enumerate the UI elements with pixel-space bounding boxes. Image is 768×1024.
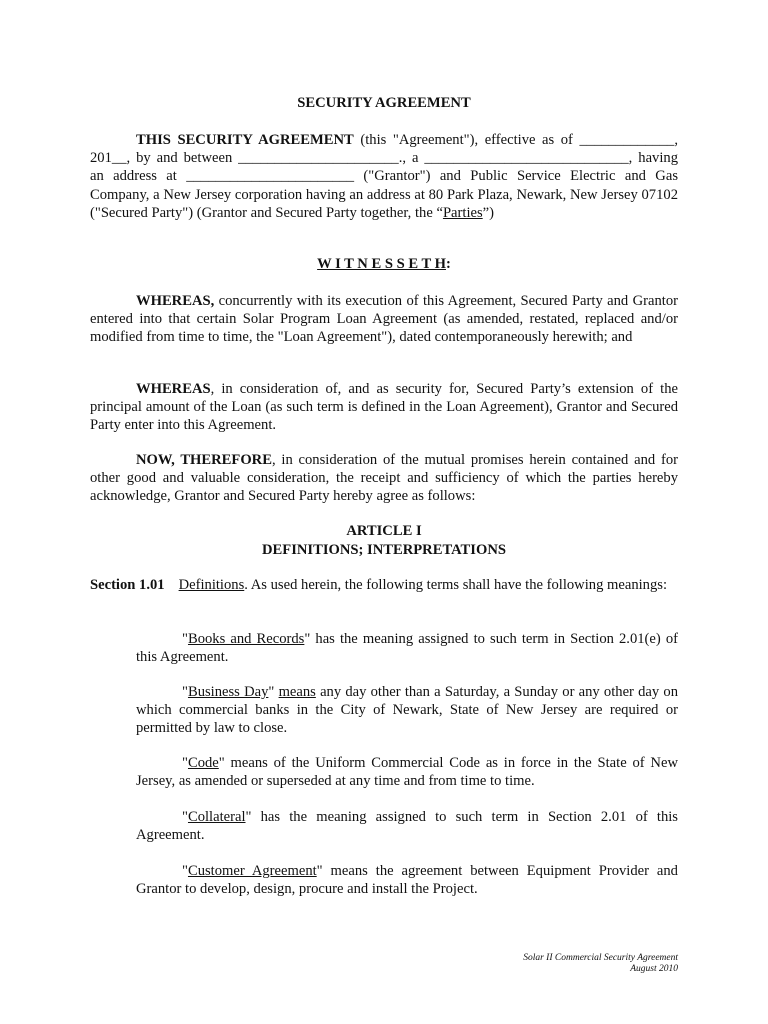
definition-item bbox=[136, 808, 678, 844]
quote-mark: " bbox=[182, 755, 188, 771]
definition-text: " has the meaning assigned to such term in Section 2.01(e) of this Agreement. bbox=[136, 631, 678, 666]
whereas-paragraph-1 bbox=[90, 292, 678, 347]
quote-mark: " bbox=[182, 631, 188, 647]
whereas-2-lead: WHEREAS bbox=[136, 381, 211, 397]
witnesseth-heading bbox=[90, 255, 678, 273]
whereas-2-text: , in consideration of, and as security for, Secured Party’s extension of the principal amount of the Loan (as such term is defined in the Loan Agreement), Grantor and Secured Party enter into this Agreement. bbox=[90, 381, 678, 434]
document-title: SECURITY AGREEMENT bbox=[297, 95, 471, 111]
definition-text: " bbox=[268, 684, 279, 700]
now-therefore-paragraph bbox=[90, 451, 678, 506]
whereas-paragraph-2 bbox=[90, 380, 678, 435]
defined-term: Code bbox=[187, 755, 219, 771]
definition-text: " means the agreement between Equipment Provider and Grantor to develop, design, procure and install the Project. bbox=[136, 863, 678, 898]
section-1-01-paragraph bbox=[90, 576, 678, 594]
section-text: . As used herein, the following terms shall have the following meanings: bbox=[244, 577, 667, 593]
definition-item bbox=[136, 754, 678, 790]
preamble-paragraph bbox=[90, 131, 678, 222]
defined-term: Business Day bbox=[187, 684, 269, 700]
definition-item bbox=[136, 862, 678, 898]
footer-date: August 2010 bbox=[630, 964, 678, 974]
witnesseth-colon: : bbox=[445, 256, 451, 272]
quote-mark: " bbox=[182, 684, 188, 700]
definition-item bbox=[136, 630, 678, 666]
whereas-1-text: concurrently with its execution of this Agreement, Secured Party and Grantor entered into that certain Solar Program Loan Agreement (as amended, restated, replaced and/or modified from time to time, the "Loan Agreement"), dated contemporaneously herewith; and bbox=[90, 293, 678, 346]
defined-term-means: means bbox=[278, 684, 316, 700]
now-therefore-text: , in consideration of the mutual promises herein contained and for other good and valuable consideration, the receipt and sufficiency of which the parties hereby acknowledge, Grantor and Secured Party hereby agree as follows: bbox=[90, 452, 678, 505]
definition-item bbox=[136, 683, 678, 738]
whereas-1-lead: WHEREAS, bbox=[136, 293, 215, 309]
page-footer bbox=[523, 953, 678, 975]
preamble-lead: THIS SECURITY AGREEMENT bbox=[136, 132, 354, 148]
defined-term: Collateral bbox=[187, 809, 246, 825]
defined-term: Books and Records bbox=[187, 631, 305, 647]
article-number: ARTICLE I bbox=[346, 523, 422, 539]
section-number: Section 1.01 bbox=[90, 577, 165, 593]
preamble-text: (this "Agreement"), effective as of _____________, 201__, by and between ______________________., a ____________________________, having an address at _______________________ ("Grantor") and Public Service Electric and Gas Company, a New Jersey corporation having an address at 80 Park Plaza, Newark, New Jersey 07102 ("Secured Party") (Grantor and Secured Party together, the “ bbox=[90, 132, 678, 221]
quote-mark: " bbox=[182, 809, 188, 825]
definition-text: " has the meaning assigned to such term in Section 2.01 of this Agreement. bbox=[136, 809, 678, 844]
preamble-end: ”) bbox=[482, 204, 495, 221]
parties-term: Parties bbox=[442, 204, 483, 221]
section-title: Definitions bbox=[178, 577, 245, 593]
definition-text: " means of the Uniform Commercial Code as in force in the State of New Jersey, as amended or superseded at any time and from time to time. bbox=[136, 755, 678, 790]
article-heading: DEFINITIONS; INTERPRETATIONS bbox=[262, 542, 506, 558]
footer-title: Solar II Commercial Security Agreement bbox=[523, 953, 678, 963]
defined-term: Customer Agreement bbox=[187, 863, 317, 879]
definition-text-rest: any day other than a Saturday, a Sunday or any other day on which commercial banks in the City of Newark, State of New Jersey are required or permitted by law to close. bbox=[136, 684, 678, 737]
now-therefore-lead: NOW, THEREFORE bbox=[136, 452, 272, 468]
quote-mark: " bbox=[182, 863, 188, 879]
witnesseth-text: W I T N E S S E T H bbox=[317, 256, 446, 272]
